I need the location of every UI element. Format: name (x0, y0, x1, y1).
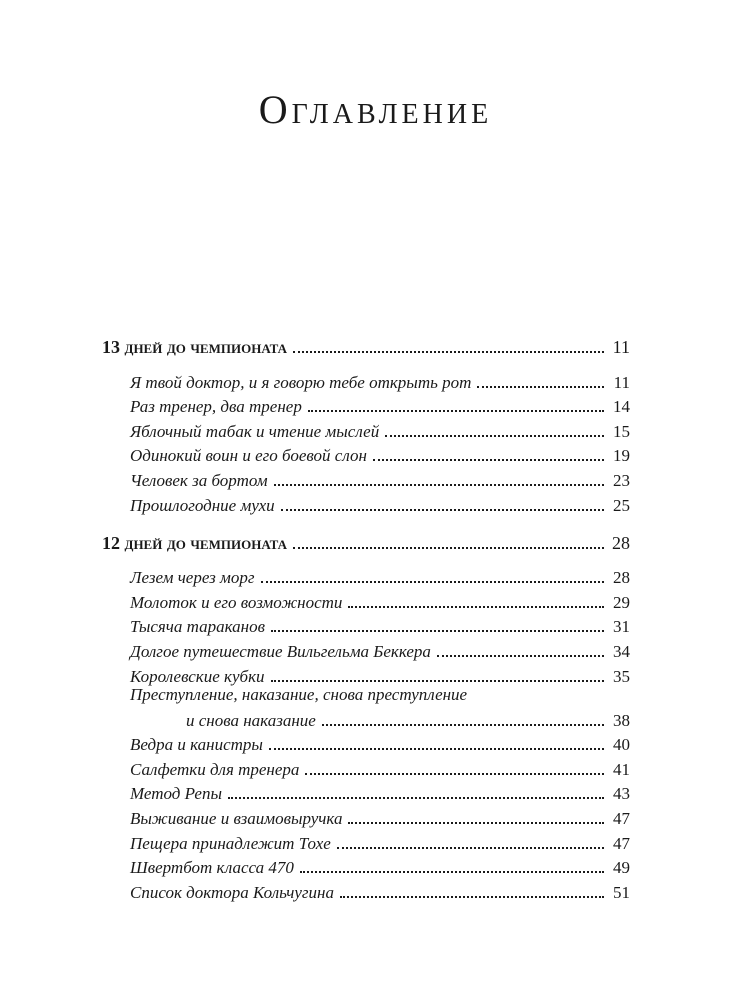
section-title: 12 дней до чемпионата (102, 532, 287, 553)
page-number: 11 (612, 337, 630, 357)
page-number: 11 (613, 372, 630, 392)
dot-leader (300, 870, 604, 873)
entry-title: Список доктора Кольчугина (130, 882, 334, 902)
page-number: 38 (613, 710, 630, 730)
toc-entry[interactable] (130, 876, 630, 901)
entry-title: Молоток и его возможности (130, 592, 343, 612)
entry-title: Ведра и канистры (130, 735, 263, 755)
toc-entry[interactable] (130, 802, 630, 827)
dot-leader (337, 846, 604, 849)
toc-entry[interactable] (130, 660, 630, 685)
dot-leader (269, 747, 604, 750)
toc-entry[interactable] (130, 440, 630, 465)
entry-title: Лезем через морг (130, 568, 255, 588)
dot-leader (305, 772, 604, 775)
entry-title: Одинокий воин и его боевой слон (130, 446, 367, 466)
dot-leader (293, 350, 604, 353)
page-number: 40 (613, 735, 630, 755)
page-number: 28 (612, 532, 630, 553)
page-number: 29 (613, 592, 630, 612)
toc-entry[interactable] (130, 586, 630, 611)
dot-leader (271, 629, 604, 632)
page-number: 43 (613, 784, 630, 804)
dot-leader (437, 654, 604, 657)
toc-section-heading[interactable] (102, 332, 630, 356)
entry-title-line2: и снова наказание (186, 710, 316, 730)
toc-entry[interactable] (130, 852, 630, 877)
entry-title: Швертбот класса 470 (130, 858, 294, 878)
toc-entry[interactable] (130, 391, 630, 416)
page-number: 14 (613, 397, 630, 417)
page-number: 31 (613, 617, 630, 637)
entry-title: Я твой доктор, и я говорю тебе открыть рот (130, 372, 472, 392)
dot-leader (373, 458, 604, 461)
dot-leader (271, 679, 604, 682)
entry-title: Долгое путешествие Вильгельма Беккера (130, 641, 431, 661)
toc-entry[interactable] (130, 464, 630, 489)
dot-leader (274, 483, 604, 486)
page-number: 47 (613, 833, 630, 853)
entry-title: Выживание и взаимовыручка (130, 808, 343, 828)
toc-entry[interactable] (130, 685, 630, 729)
toc-entry[interactable] (130, 635, 630, 660)
entry-title: Прошлогодние мухи (130, 495, 275, 515)
toc-entry[interactable] (130, 729, 630, 754)
toc-entry[interactable] (130, 753, 630, 778)
page-number: 51 (613, 882, 630, 902)
entry-title: Тысяча тараканов (130, 617, 265, 637)
dot-leader (293, 546, 604, 549)
dot-leader (385, 434, 604, 437)
page-number: 19 (613, 446, 630, 466)
page-number: 15 (613, 421, 630, 441)
entry-title: Раз тренер, два тренер (130, 397, 302, 417)
entry-title: Метод Репы (130, 784, 222, 804)
section-title: 13 дней до чемпионата (102, 337, 287, 357)
dot-leader (322, 723, 604, 726)
toc-entry[interactable] (130, 366, 630, 391)
entry-title: Яблочный табак и чтение мыслей (130, 421, 380, 441)
dot-leader (348, 821, 604, 824)
entry-title: Пещера принадлежит Тохе (130, 833, 331, 853)
toc-entry[interactable] (130, 562, 630, 587)
toc-entry[interactable] (130, 489, 630, 514)
page-number: 41 (613, 759, 630, 779)
dot-leader (477, 385, 604, 388)
toc-entry[interactable] (130, 611, 630, 636)
dot-leader (228, 796, 604, 799)
toc-entry[interactable] (130, 827, 630, 852)
toc-section-heading[interactable] (102, 528, 630, 552)
page-number: 35 (613, 666, 630, 686)
dot-leader (348, 605, 604, 608)
entry-title: Человек за бортом (130, 470, 268, 490)
toc-entry[interactable] (130, 415, 630, 440)
dot-leader (340, 895, 604, 898)
toc-entry[interactable] (130, 778, 630, 803)
entry-title-line1: Преступление, наказание, снова преступление (130, 684, 468, 704)
page-number: 49 (613, 858, 630, 878)
entry-title: Салфетки для тренера (130, 759, 300, 779)
page-title: Оглавление (258, 87, 493, 132)
page-number: 23 (613, 470, 630, 490)
page-number: 28 (613, 568, 630, 588)
table-of-contents (102, 332, 630, 901)
page-number: 47 (613, 808, 630, 828)
dot-leader (261, 580, 604, 583)
dot-leader (281, 508, 604, 511)
entry-title: Королевские кубки (130, 666, 265, 686)
dot-leader (308, 409, 604, 412)
page-number: 25 (613, 495, 630, 515)
page-number: 34 (613, 641, 630, 661)
